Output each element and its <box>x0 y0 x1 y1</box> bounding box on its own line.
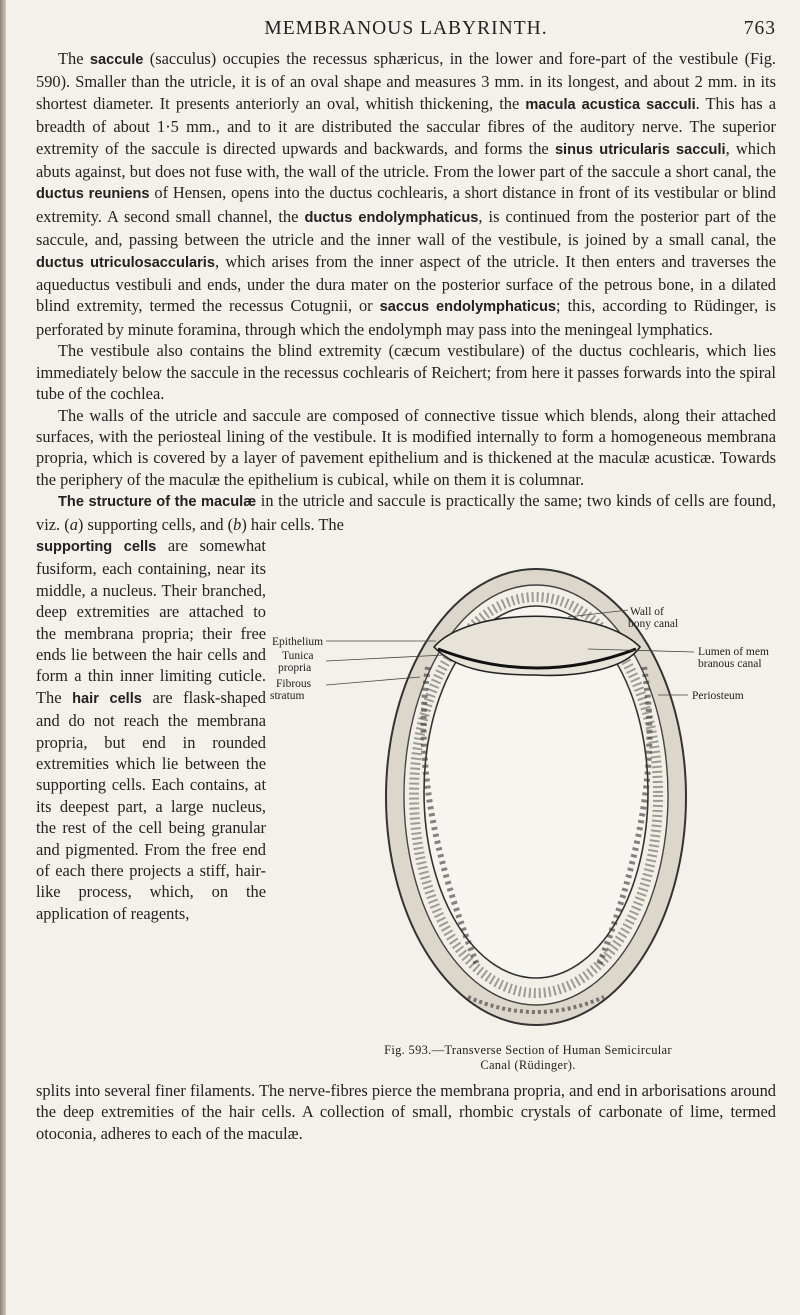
text-run: , which arises from the inner aspect of the utricle. It then enters and traverses the aqueductus vestibuli and ends, under the dura mater on the posterior surface of the petrous bone, in a dilated blind extremity, termed the recessus Cotugnii, or <box>36 251 776 316</box>
book-page <box>36 12 776 1144</box>
narrow-column <box>36 535 266 924</box>
paragraph-otoconia: splits into several finer filaments. The nerve-fibres pierce the membrana propria, and end in arborisations around the deep extremities of the hair cells. A collection of small, rhombic crystals of carbonate of lime, termed otoconia, adheres to each of the maculæ. <box>36 1080 776 1143</box>
text-run: , is continued from the posterior part of the saccule, and, passing between the utricle and the inner wall of the vestibule, is joined by a small canal, the <box>36 206 776 250</box>
running-head-title: MEMBRANOUS LABYRINTH. <box>264 18 548 39</box>
text-run: are flask-shaped and do not reach the membrana propria, but end in rounded extremities which lie between the supporting cells. Each contains, at its deepest part, a large nucleus, the rest of the cell being granular and pigmented. From the free end of each there projects a stiff, hair-like process, which, on the application of reagents, <box>36 687 266 923</box>
text-run: of Hensen, opens into the ductus cochlearis, a short distance in front of its vestibular or blind extremity. A second small channel, the <box>36 183 777 226</box>
page-edge-shadow <box>0 0 6 1315</box>
caption-line-1: Fig. 593.—Transverse Section of Human Semicircular <box>384 1042 672 1057</box>
figure-semicircular-canal <box>268 537 776 1082</box>
label-wall-of: Wall of <box>630 605 664 618</box>
term-ductus-reuniens: ductus reuniens <box>36 186 150 203</box>
label-stratum: stratum <box>270 689 305 702</box>
paragraph-cells <box>36 535 266 924</box>
term-ductus-endolymphaticus: ductus endolymphaticus <box>304 209 479 226</box>
text-run: in the utricle and saccule is practically the same; two kinds of cells are found, viz. ( <box>36 491 776 534</box>
term-structure: The structure of the maculæ <box>58 494 257 511</box>
label-tunica: Tunica <box>282 649 314 662</box>
paragraph-saccule <box>36 48 776 340</box>
label-bony-canal: bony canal <box>628 617 679 630</box>
text-run: , which abuts against, but does not fuse with, the wall of the utricle. From the lower part of the saccule a short canal, the <box>36 138 776 182</box>
term-ductus-utriculosaccularis: ductus utriculosaccularis <box>36 254 215 271</box>
label-branous-canal: branous canal <box>698 657 762 670</box>
text-run: (sacculus) occupies the recessus sphæricus, in the lower and fore-part of the vestibule (Fig. 590). Smaller than the utricle, it is of an oval shape and measures 3 mm. in its longest, and about 2 mm. in its shortest diameter. It presents anteriorly an oval, whitish thickening, the <box>36 49 776 113</box>
paragraph-walls: The walls of the utricle and saccule are composed of connective tissue which blends, along their attached surfaces, with the periosteal lining of the vestibule. It is modified internally to form a homogeneous membrana propria, which is covered by a layer of pavement epithelium and is thickened at the maculæ acusticæ. Towards the periphery of the maculæ the epithelium is cubical, while on them it is columnar. <box>36 405 776 489</box>
text-run: ) supporting cells, and ( <box>77 514 234 534</box>
term-saccus: saccus endolymphaticus <box>379 299 557 316</box>
paragraph-cochlearis: The vestibule also contains the blind extremity (cæcum vestibulare) of the ductus cochlearis, which lies immediately below the saccule in the recessus cochlearis of Reichert; from here it passes forwards into the spiral tube of the cochlea. <box>36 341 776 404</box>
text-run: are somewhat fusiform, each containing, near its middle, a nucleus. Their branched, deep extremities are attached to the membrana propria; their free ends lie between the hair cells and form a thin inner limiting cuticle. The <box>36 535 266 707</box>
label-propria: propria <box>278 661 312 674</box>
figure-wrap-block <box>36 535 776 1080</box>
paragraph-structure <box>36 490 776 535</box>
term-supporting-cells: supporting cells <box>36 538 157 555</box>
label-epithelium: Epithelium <box>272 635 324 648</box>
text-run: The <box>58 49 90 68</box>
tail-paragraph <box>36 1080 776 1144</box>
text-run: ; this, according to Rüdinger, is perforated by minute foramina, through which the endolymph may pass into the meningeal lymphatics. <box>36 296 776 339</box>
figure-caption <box>278 1043 778 1073</box>
label-lumen: Lumen of mem <box>698 645 769 658</box>
term-hair-cells: hair cells <box>72 690 142 707</box>
text-run: a <box>69 514 78 534</box>
running-head <box>36 12 776 48</box>
canal-illustration <box>386 569 686 1025</box>
label-periosteum: Periosteum <box>692 689 744 702</box>
label-fibrous: Fibrous <box>276 677 312 690</box>
term-macula: macula acustica sacculi <box>525 96 696 113</box>
text-run: ) hair cells. The <box>241 514 344 534</box>
text-run: . This has a breadth of about 1·5 mm., and to it are distributed the saccular fibres of the auditory nerve. The superior extremity of the saccule is directed upwards and backwards, and forms the <box>36 93 777 158</box>
term-sinus: sinus utricularis sacculi <box>554 141 726 158</box>
term-saccule: saccule <box>89 52 144 68</box>
caption-line-2: Canal (Rüdinger). <box>480 1057 576 1072</box>
page-number: 763 <box>743 18 776 39</box>
text-run: b <box>233 514 242 534</box>
